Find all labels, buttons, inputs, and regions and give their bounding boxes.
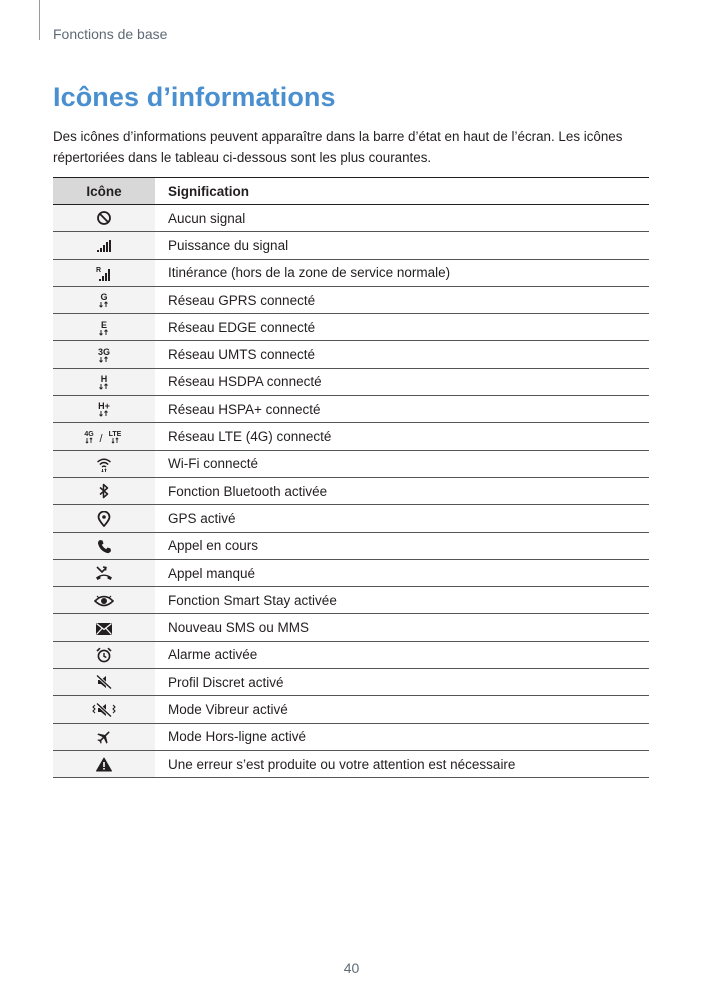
icon-cell [53, 532, 155, 559]
meaning-cell: Fonction Smart Stay activée [168, 592, 337, 608]
svg-text:R: R [96, 266, 102, 274]
svg-text:4G: 4G [84, 430, 94, 438]
meaning-cell: Aucun signal [168, 210, 246, 226]
table-row [53, 750, 649, 777]
table-row [53, 368, 649, 395]
table-row [53, 587, 649, 614]
table-row [53, 232, 649, 259]
table-row [53, 477, 649, 504]
table-row [53, 314, 649, 341]
hspa-plus-icon [95, 401, 113, 417]
meaning-cell: Wi-Fi connecté [168, 456, 259, 472]
meaning-cell: Alarme activée [168, 647, 258, 663]
meaning-cell: Appel manqué [168, 565, 256, 581]
mute-icon [96, 674, 112, 690]
table-row [53, 641, 649, 668]
icon-cell [53, 477, 155, 504]
table-row [53, 286, 649, 313]
wifi-icon [96, 457, 112, 472]
meaning-cell: Réseau UMTS connecté [168, 347, 316, 363]
icon-cell [53, 559, 155, 586]
icon-cell [53, 396, 155, 423]
svg-text:/: / [99, 432, 103, 445]
table-row [53, 723, 649, 750]
alarm-icon [96, 647, 112, 663]
icon-cell [53, 696, 155, 723]
table-row [53, 532, 649, 559]
message-icon [96, 623, 112, 635]
meaning-cell: Réseau LTE (4G) connecté [168, 429, 332, 445]
icon-cell [53, 587, 155, 614]
icon-cell [53, 450, 155, 477]
icon-cell [53, 750, 155, 777]
table-row [53, 696, 649, 723]
roaming-icon [96, 266, 112, 281]
page-number: 40 [343, 960, 360, 976]
icon-cell [53, 259, 155, 286]
table-row [53, 259, 649, 286]
svg-text:LTE: LTE [108, 430, 122, 438]
call-icon [97, 539, 112, 554]
svg-text:H+: H+ [98, 401, 110, 412]
meaning-cell: Une erreur s’est produite ou votre attention est nécessaire [168, 756, 516, 772]
table-row [53, 396, 649, 423]
icon-cell [53, 286, 155, 313]
meaning-cell: Appel en cours [168, 538, 259, 554]
icon-cell [53, 641, 155, 668]
table-header-row [53, 178, 649, 205]
svg-text:G: G [100, 292, 108, 303]
gps-icon [97, 511, 111, 527]
meaning-cell: Mode Vibreur activé [168, 701, 288, 717]
meaning-cell: Itinérance (hors de la zone de service normale) [168, 265, 451, 281]
edge-icon [96, 320, 112, 336]
meaning-cell: Réseau GPRS connecté [168, 292, 316, 308]
meaning-cell: Réseau EDGE connecté [168, 319, 316, 335]
icon-cell [53, 368, 155, 395]
no-signal-icon [96, 210, 112, 226]
table-row [53, 669, 649, 696]
lte-4g-icon [84, 429, 124, 445]
meaning-cell: GPS activé [168, 510, 236, 526]
intro-paragraph: Des icônes d’informations peuvent apparaître dans la barre d’état en haut de l’écran. Les icônes répertoriées dans le tableau ci-dessous sont les plus courantes. [53, 129, 623, 165]
icon-cell [53, 314, 155, 341]
running-header: Fonctions de base [53, 26, 168, 42]
meaning-cell: Mode Hors-ligne activé [168, 729, 307, 745]
meaning-cell: Réseau HSDPA connecté [168, 374, 322, 390]
table-row [53, 505, 649, 532]
table-row [53, 450, 649, 477]
icon-cell [53, 341, 155, 368]
table-row [53, 341, 649, 368]
vibrate-icon [92, 702, 116, 718]
bluetooth-icon [98, 483, 110, 499]
airplane-icon [96, 729, 112, 745]
column-header-meaning: Signification [168, 183, 249, 199]
icon-cell [53, 205, 155, 232]
signal-strength-icon [97, 240, 111, 252]
icon-cell [53, 505, 155, 532]
table-row [53, 614, 649, 641]
icon-cell [53, 614, 155, 641]
hsdpa-icon [96, 374, 112, 390]
svg-text:3G: 3G [97, 346, 111, 357]
svg-text:E: E [100, 319, 108, 330]
missed-call-icon [95, 565, 113, 581]
umts-3g-icon [95, 347, 113, 363]
meaning-cell: Fonction Bluetooth activée [168, 483, 328, 499]
meaning-cell: Réseau HSPA+ connecté [168, 401, 321, 417]
side-rule [39, 0, 40, 40]
table-row [53, 559, 649, 586]
column-header-icon: Icône [53, 178, 155, 205]
meaning-cell: Puissance du signal [168, 237, 289, 253]
smart-stay-icon [94, 594, 114, 608]
icon-cell [53, 669, 155, 696]
gprs-icon [96, 292, 112, 308]
meaning-cell: Profil Discret activé [168, 674, 284, 690]
table-row [53, 205, 649, 232]
meaning-cell: Nouveau SMS ou MMS [168, 620, 310, 636]
svg-text:H: H [100, 374, 108, 385]
warning-icon [96, 757, 112, 772]
table-row [53, 423, 649, 450]
icon-cell [53, 423, 155, 450]
icons-table [53, 177, 649, 778]
page-title: Icônes d’informations [53, 82, 336, 112]
icon-cell [53, 723, 155, 750]
icon-cell [53, 232, 155, 259]
